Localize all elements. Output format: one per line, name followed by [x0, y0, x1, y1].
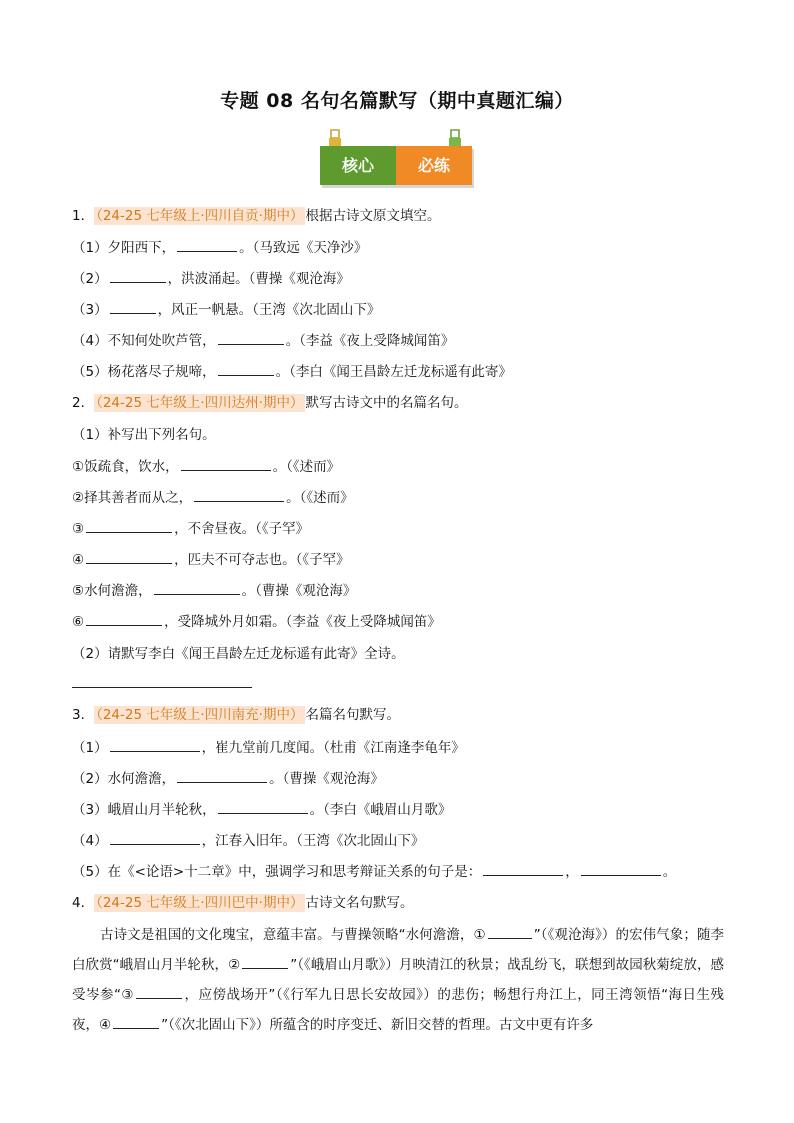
para-text: ，应傍战场开”（《行军九日思长安故园》）的悲伤；畅想行舟江上，同王湾领悟“海日生残夜，	[72, 987, 725, 1033]
question-stem: 根据古诗文原文填空。	[305, 208, 441, 224]
answer-blank[interactable]	[86, 611, 162, 626]
question-number: 2．	[72, 395, 95, 411]
question-1-header	[72, 206, 440, 226]
answer-blank[interactable]	[218, 361, 274, 376]
q2-sub-1: （1）补写出下列名句。	[72, 427, 216, 443]
q3-item-5	[72, 861, 676, 882]
item-text: （3）	[72, 302, 108, 318]
question-4-header	[72, 893, 413, 913]
blank-marker: ③	[120, 987, 135, 1003]
q1-item-1	[72, 237, 367, 258]
item-text: （5）在《<论语>十二章》中，强调学习和思考辩证关系的句子是：	[72, 864, 482, 880]
para-text: ”（《峨眉山月歌》）月映清江的秋景；战乱纷飞，联想到故园秋菊绽放，感受岑参“	[72, 957, 724, 1003]
answer-blank[interactable]	[581, 861, 661, 876]
question-source: （24-25 七年级上·四川自贡·期中）	[96, 208, 304, 224]
para-text: ”（《观沧海》）的宏伟气象；随李白欣赏“峨眉山月半轮秋，	[72, 927, 725, 973]
answer-blank[interactable]	[194, 487, 284, 502]
item-text: ⑥	[72, 614, 85, 630]
question-3-header	[72, 705, 400, 725]
answer-blank[interactable]	[488, 925, 532, 939]
item-text: 。（李白《闻王昌龄左迁龙标遥有此寄》	[275, 364, 512, 380]
answer-blank[interactable]	[110, 830, 200, 845]
item-text: 。	[662, 864, 677, 880]
q2-item-5	[72, 580, 356, 601]
answer-blank[interactable]	[242, 955, 288, 969]
answer-line[interactable]	[72, 687, 252, 688]
item-text: 。（马致远《天净沙》	[239, 240, 368, 256]
q3-item-1	[72, 737, 465, 758]
item-text: ，不舍昼夜。（《子罕》	[174, 521, 310, 537]
q2-item-4	[72, 549, 350, 570]
question-number: 1．	[72, 208, 95, 224]
question-stem: 古诗文名句默写。	[305, 895, 414, 911]
answer-blank[interactable]	[177, 237, 237, 252]
item-text: 。（李益《夜上受降城闻笛》	[285, 333, 455, 349]
answer-blank[interactable]	[86, 549, 172, 564]
answer-blank[interactable]	[181, 456, 271, 471]
item-text: 。（《述而》	[286, 490, 354, 506]
answer-blank[interactable]	[136, 985, 182, 999]
q2-item-1	[72, 456, 340, 477]
item-text: （5）杨花落尽子规啼，	[72, 364, 216, 380]
q2-item-6	[72, 611, 441, 632]
para-text: ”（《次北固山下》）所蕴含的时序变迁、新旧交替的哲理。古文中更有许多	[161, 1017, 594, 1033]
question-source: （24-25 七年级上·四川南充·期中）	[96, 707, 304, 723]
item-text: 。（曹操《观沧海》	[269, 771, 384, 787]
banner-core-label: 核心	[320, 146, 396, 185]
answer-blank[interactable]	[218, 330, 284, 345]
item-text: ②择其善者而从之，	[72, 490, 193, 506]
item-text: ①饭疏食，饮水，	[72, 459, 179, 475]
item-text: （3）峨眉山月半轮秋，	[72, 802, 216, 818]
answer-blank[interactable]	[154, 580, 240, 595]
item-text: 。（《述而》	[272, 459, 341, 475]
item-text: （1）夕阳西下，	[72, 240, 176, 256]
item-text: ④	[72, 552, 85, 568]
answer-blank[interactable]	[110, 268, 166, 283]
item-text: ，崔九堂前几度闻。（杜甫《江南逢李龟年》	[201, 740, 465, 756]
answer-blank[interactable]	[483, 861, 563, 876]
item-text: ，江春入旧年。（王湾《次北固山下》	[201, 833, 425, 849]
question-source: （24-25 七年级上·四川达州·期中）	[96, 395, 304, 411]
q3-item-3	[72, 799, 451, 820]
q3-item-2	[72, 768, 384, 789]
item-text: ③	[72, 521, 85, 537]
question-number: 3．	[72, 707, 95, 723]
item-text: （2）水何澹澹，	[72, 771, 176, 787]
q1-item-2	[72, 268, 350, 289]
item-text: （2）	[72, 271, 108, 287]
item-text: ，洪波涌起。（曹操《观沧海》	[167, 271, 350, 287]
para-text: 古诗文是祖国的文化瑰宝，意蕴丰富。与曹操领略“水何澹澹，	[100, 927, 474, 943]
q1-item-5	[72, 361, 512, 382]
answer-blank[interactable]	[177, 768, 267, 783]
q1-item-4	[72, 330, 454, 351]
q3-item-4	[72, 830, 424, 851]
q1-item-3	[72, 299, 380, 320]
answer-blank[interactable]	[218, 799, 308, 814]
blank-marker: ②	[228, 957, 241, 973]
section-banner	[320, 146, 472, 185]
item-text: ，受降城外月如霜。（李益《夜上受降城闻笛》	[164, 614, 441, 630]
question-2-header	[72, 393, 467, 413]
question-source: （24-25 七年级上·四川巴中·期中）	[96, 895, 304, 911]
item-text: （4）	[72, 833, 108, 849]
q2-sub-2: （2）请默写李白《闻王昌龄左迁龙标遥有此寄》全诗。	[72, 646, 405, 662]
item-text: （1）	[72, 740, 108, 756]
question-stem: 名篇名句默写。	[305, 707, 400, 723]
question-stem: 默写古诗文中的名篇名句。	[305, 395, 468, 411]
item-text: ，匹夫不可夺志也。（《子罕》	[174, 552, 350, 568]
item-text: 。（曹操《观沧海》	[241, 583, 357, 599]
answer-blank[interactable]	[113, 1015, 159, 1029]
item-text: ，	[565, 864, 579, 880]
answer-blank[interactable]	[110, 737, 200, 752]
item-text: （4）不知何处吹芦管，	[72, 333, 216, 349]
q2-item-3	[72, 518, 309, 539]
question-number: 4．	[72, 895, 95, 911]
item-text: ，风正一帆悬。（王湾《次北固山下》	[157, 302, 381, 318]
answer-blank[interactable]	[110, 299, 156, 314]
q2-item-2	[72, 487, 354, 508]
item-text: ⑤水何澹澹，	[72, 583, 152, 599]
item-text: 。（李白《峨眉山月歌》	[309, 802, 452, 818]
banner-must-label: 必练	[396, 146, 472, 185]
q4-paragraph	[72, 920, 724, 1040]
page-title: 专题 08 名句名篇默写（期中真题汇编）	[220, 90, 574, 112]
blank-marker: ①	[473, 927, 486, 943]
blank-marker: ④	[99, 1017, 112, 1033]
answer-blank[interactable]	[86, 518, 172, 533]
